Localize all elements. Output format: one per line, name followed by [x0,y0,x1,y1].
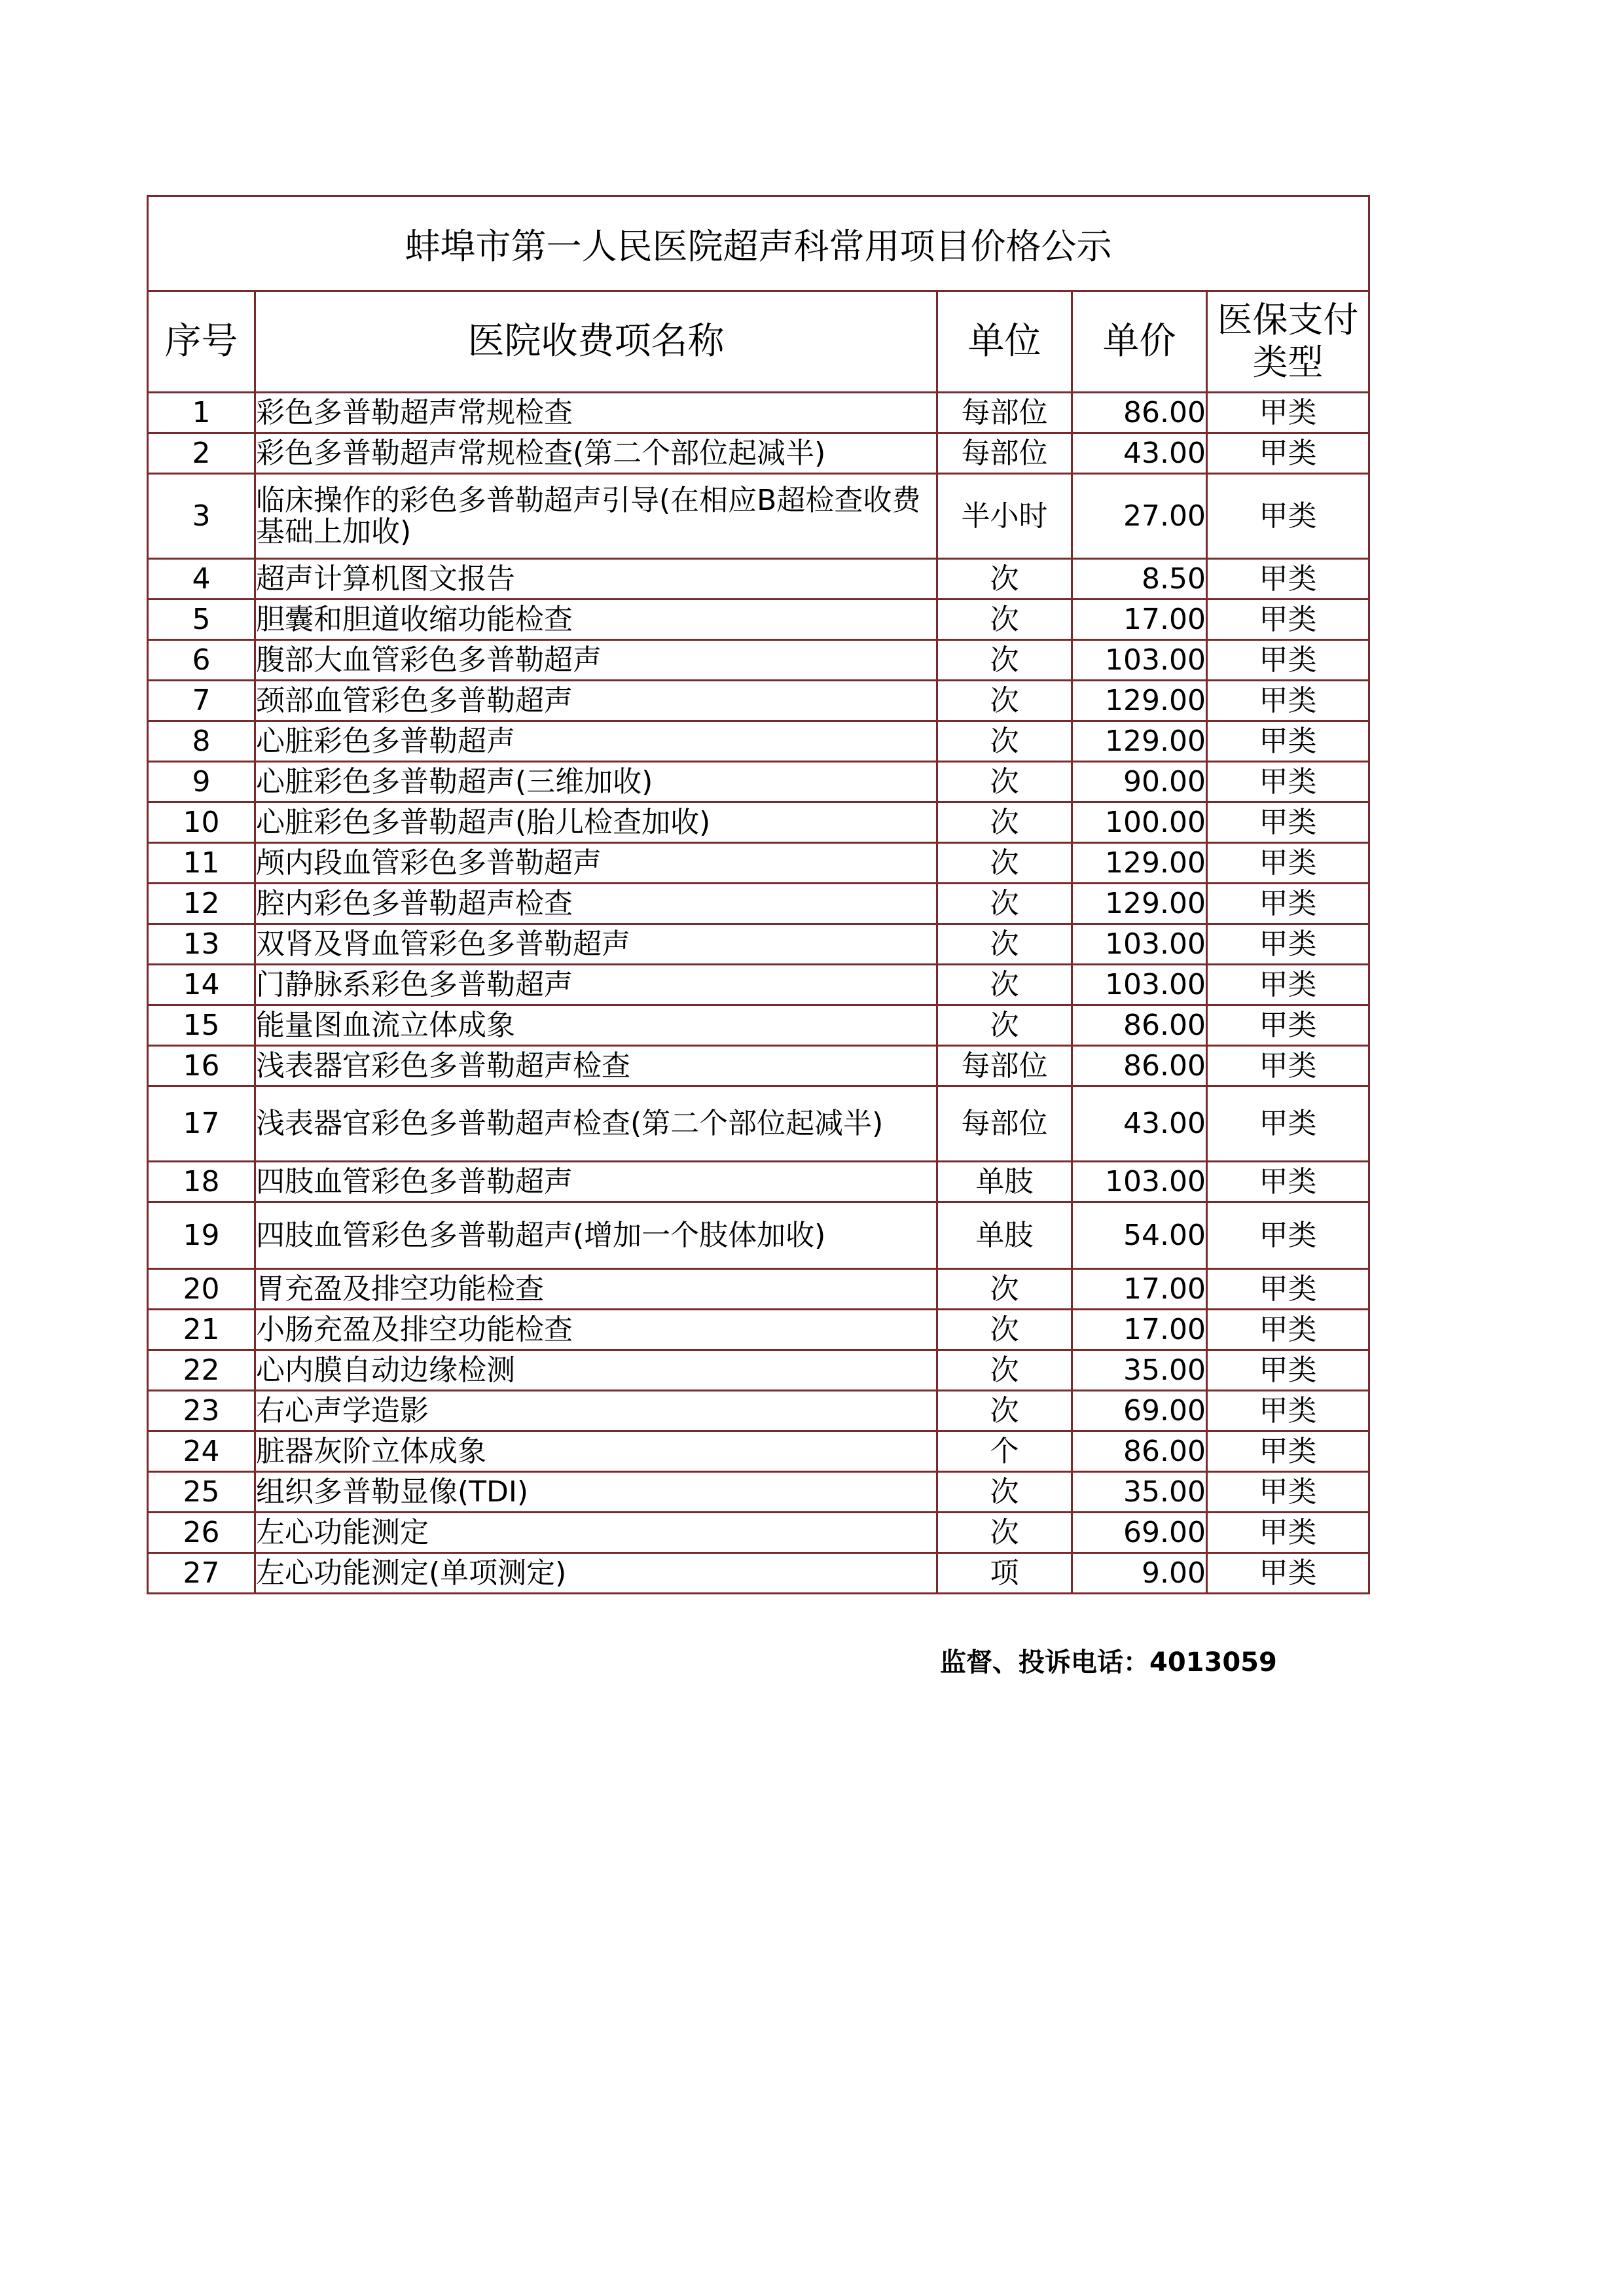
row-name: 心脏彩色多普勒超声(胎儿检查加收) [255,802,937,843]
row-no: 10 [148,802,255,843]
table-row [148,681,1369,721]
row-price: 129.00 [1072,721,1207,762]
row-type: 甲类 [1207,1046,1369,1086]
table-row [148,600,1369,640]
row-price: 43.00 [1072,433,1207,474]
row-type: 甲类 [1207,721,1369,762]
row-unit: 次 [937,1269,1072,1310]
row-no: 15 [148,1005,255,1046]
price-table [147,195,1370,1594]
row-unit: 项 [937,1553,1072,1594]
row-no: 27 [148,1553,255,1594]
row-no: 26 [148,1513,255,1553]
table-row [148,1513,1369,1553]
row-type: 甲类 [1207,924,1369,965]
row-price: 8.50 [1072,559,1207,600]
row-type: 甲类 [1207,1472,1369,1513]
table-row [148,1350,1369,1391]
row-type: 甲类 [1207,1513,1369,1553]
header-name: 医院收费项名称 [255,291,937,393]
row-type: 甲类 [1207,1005,1369,1046]
row-name: 脏器灰阶立体成象 [255,1431,937,1472]
table-row [148,721,1369,762]
table-row [148,924,1369,965]
table-row [148,884,1369,924]
row-unit: 次 [937,802,1072,843]
row-price: 9.00 [1072,1553,1207,1594]
row-no: 9 [148,762,255,802]
row-name: 超声计算机图文报告 [255,559,937,600]
row-type: 甲类 [1207,1162,1369,1202]
row-name: 能量图血流立体成象 [255,1005,937,1046]
row-unit: 次 [937,1350,1072,1391]
row-name: 腹部大血管彩色多普勒超声 [255,640,937,681]
row-name: 彩色多普勒超声常规检查 [255,393,937,433]
row-name: 心内膜自动边缘检测 [255,1350,937,1391]
row-price: 35.00 [1072,1350,1207,1391]
row-unit: 每部位 [937,393,1072,433]
row-no: 11 [148,843,255,884]
row-type: 甲类 [1207,681,1369,721]
row-type: 甲类 [1207,843,1369,884]
row-no: 14 [148,965,255,1005]
row-name: 颅内段血管彩色多普勒超声 [255,843,937,884]
row-price: 35.00 [1072,1472,1207,1513]
table-row [148,474,1369,559]
row-name: 胃充盈及排空功能检查 [255,1269,937,1310]
row-type: 甲类 [1207,1310,1369,1350]
row-no: 5 [148,600,255,640]
row-no: 21 [148,1310,255,1350]
row-price: 86.00 [1072,1005,1207,1046]
row-type: 甲类 [1207,393,1369,433]
row-no: 13 [148,924,255,965]
row-price: 43.00 [1072,1086,1207,1162]
row-unit: 次 [937,681,1072,721]
row-name: 心脏彩色多普勒超声(三维加收) [255,762,937,802]
row-unit: 单肢 [937,1162,1072,1202]
row-no: 18 [148,1162,255,1202]
header-row [148,291,1369,393]
row-price: 103.00 [1072,965,1207,1005]
row-unit: 半小时 [937,474,1072,559]
row-type: 甲类 [1207,600,1369,640]
row-price: 129.00 [1072,843,1207,884]
row-unit: 次 [937,884,1072,924]
table-row [148,640,1369,681]
table-row [148,802,1369,843]
row-unit: 次 [937,1513,1072,1553]
table-row [148,1553,1369,1594]
row-price: 129.00 [1072,884,1207,924]
row-no: 23 [148,1391,255,1431]
header-unit: 单位 [937,291,1072,393]
row-price: 27.00 [1072,474,1207,559]
row-type: 甲类 [1207,640,1369,681]
row-no: 2 [148,433,255,474]
row-price: 103.00 [1072,924,1207,965]
row-name: 左心功能测定(单项测定) [255,1553,937,1594]
row-no: 25 [148,1472,255,1513]
row-no: 16 [148,1046,255,1086]
row-no: 22 [148,1350,255,1391]
row-no: 1 [148,393,255,433]
row-name: 组织多普勒显像(TDI) [255,1472,937,1513]
row-price: 103.00 [1072,640,1207,681]
row-price: 129.00 [1072,681,1207,721]
row-price: 103.00 [1072,1162,1207,1202]
row-unit: 次 [937,600,1072,640]
table-row [148,1005,1369,1046]
table-row [148,559,1369,600]
row-unit: 次 [937,843,1072,884]
table-row [148,1391,1369,1431]
row-type: 甲类 [1207,1086,1369,1162]
row-price: 90.00 [1072,762,1207,802]
row-price: 69.00 [1072,1513,1207,1553]
row-no: 4 [148,559,255,600]
table-row [148,965,1369,1005]
row-type: 甲类 [1207,802,1369,843]
row-name: 门静脉系彩色多普勒超声 [255,965,937,1005]
table-row [148,1086,1369,1162]
header-no: 序号 [148,291,255,393]
table-row [148,843,1369,884]
row-name: 临床操作的彩色多普勒超声引导(在相应B超检查收费基础上加收) [255,474,937,559]
table-row [148,1046,1369,1086]
row-type: 甲类 [1207,965,1369,1005]
row-name: 浅表器官彩色多普勒超声检查(第二个部位起减半) [255,1086,937,1162]
table-row [148,1202,1369,1269]
row-name: 彩色多普勒超声常规检查(第二个部位起减半) [255,433,937,474]
row-unit: 次 [937,1310,1072,1350]
row-unit: 每部位 [937,433,1072,474]
row-price: 86.00 [1072,1431,1207,1472]
row-name: 颈部血管彩色多普勒超声 [255,681,937,721]
row-price: 69.00 [1072,1391,1207,1431]
row-unit: 次 [937,965,1072,1005]
row-unit: 每部位 [937,1046,1072,1086]
price-sheet [147,195,1368,1594]
row-price: 86.00 [1072,393,1207,433]
row-type: 甲类 [1207,474,1369,559]
row-no: 12 [148,884,255,924]
row-name: 四肢血管彩色多普勒超声 [255,1162,937,1202]
row-no: 17 [148,1086,255,1162]
row-type: 甲类 [1207,1431,1369,1472]
table-row [148,393,1369,433]
row-name: 右心声学造影 [255,1391,937,1431]
row-name: 心脏彩色多普勒超声 [255,721,937,762]
table-row [148,762,1369,802]
table-row [148,433,1369,474]
row-unit: 个 [937,1431,1072,1472]
row-price: 17.00 [1072,1269,1207,1310]
row-price: 17.00 [1072,600,1207,640]
table-title: 蚌埠市第一人民医院超声科常用项目价格公示 [148,196,1369,291]
row-unit: 次 [937,559,1072,600]
row-name: 腔内彩色多普勒超声检查 [255,884,937,924]
row-name: 小肠充盈及排空功能检查 [255,1310,937,1350]
table-body [148,393,1369,1594]
row-type: 甲类 [1207,1553,1369,1594]
row-no: 24 [148,1431,255,1472]
row-name: 双肾及肾血管彩色多普勒超声 [255,924,937,965]
row-type: 甲类 [1207,1269,1369,1310]
row-unit: 每部位 [937,1086,1072,1162]
row-price: 86.00 [1072,1046,1207,1086]
row-unit: 单肢 [937,1202,1072,1269]
row-price: 54.00 [1072,1202,1207,1269]
row-name: 浅表器官彩色多普勒超声检查 [255,1046,937,1086]
row-unit: 次 [937,1005,1072,1046]
table-row [148,1269,1369,1310]
row-type: 甲类 [1207,433,1369,474]
row-price: 17.00 [1072,1310,1207,1350]
row-type: 甲类 [1207,1202,1369,1269]
table-row [148,1472,1369,1513]
row-type: 甲类 [1207,1350,1369,1391]
row-type: 甲类 [1207,884,1369,924]
row-name: 四肢血管彩色多普勒超声(增加一个肢体加收) [255,1202,937,1269]
row-no: 6 [148,640,255,681]
complaint-phone: 监督、投诉电话：4013059 [940,1647,1277,1677]
row-unit: 次 [937,640,1072,681]
row-type: 甲类 [1207,1391,1369,1431]
table-row [148,1431,1369,1472]
header-type: 医保支付类型 [1207,291,1369,393]
row-price: 100.00 [1072,802,1207,843]
row-no: 7 [148,681,255,721]
row-name: 左心功能测定 [255,1513,937,1553]
row-unit: 次 [937,762,1072,802]
row-unit: 次 [937,721,1072,762]
row-type: 甲类 [1207,762,1369,802]
row-no: 19 [148,1202,255,1269]
row-type: 甲类 [1207,559,1369,600]
header-price: 单价 [1072,291,1207,393]
table-row [148,1310,1369,1350]
row-name: 胆囊和胆道收缩功能检查 [255,600,937,640]
row-no: 3 [148,474,255,559]
table-row [148,1162,1369,1202]
row-unit: 次 [937,924,1072,965]
row-no: 8 [148,721,255,762]
row-no: 20 [148,1269,255,1310]
row-unit: 次 [937,1472,1072,1513]
row-unit: 次 [937,1391,1072,1431]
